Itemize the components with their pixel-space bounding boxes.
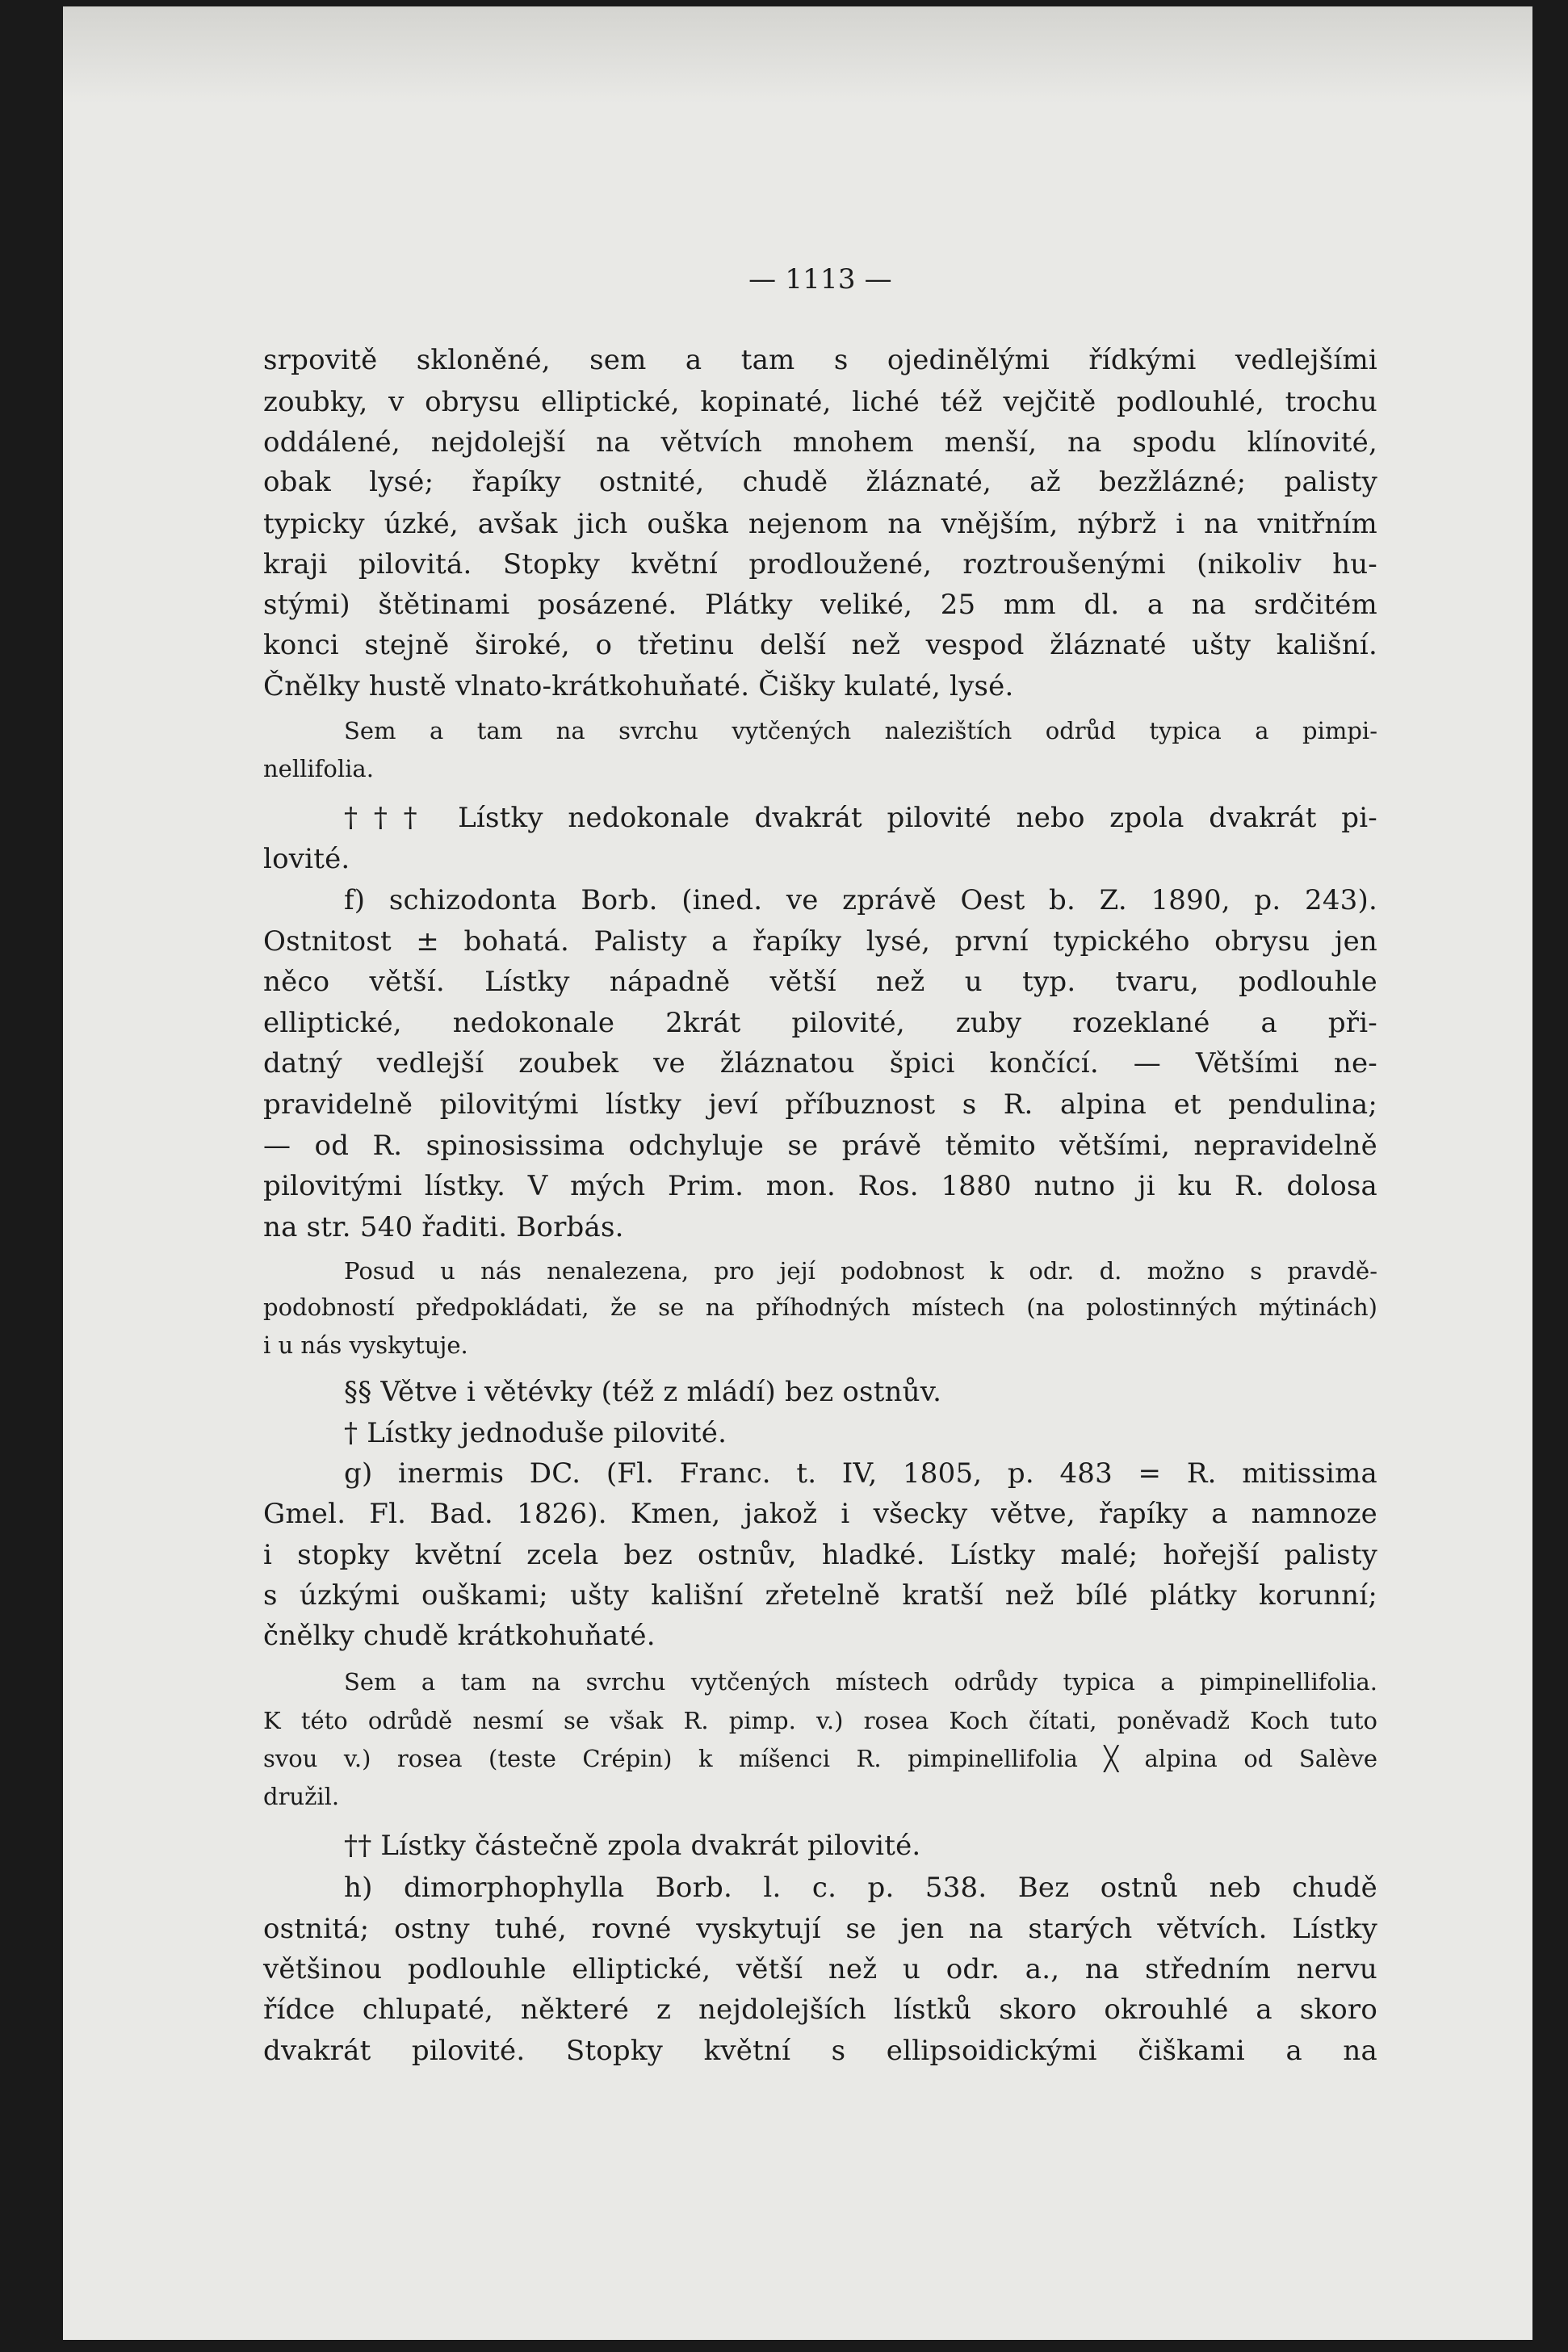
text-line: stými) štětinami posázené. Plátky veliké, 25 mm dl. a na srdčitém [263, 589, 1377, 621]
text-line: i stopky květní zcela bez ostnův, hladké. Lístky malé; hořejší palisty [263, 1539, 1377, 1571]
text-line: lovité. [263, 843, 350, 875]
text-line: h) dimorphophylla Borb. l. c. p. 538. Bez ostnů neb chudě [344, 1872, 1377, 1904]
text-line: družil. [263, 1783, 340, 1810]
text-line: s úzkými ouškami; ušty kališní zřetelně kratší než bílé plátky korunní; [263, 1579, 1377, 1612]
text-line: nellifolia. [263, 755, 374, 782]
text-line: kraji pilovitá. Stopky květní prodloužené, roztroušenými (nikoliv hu- [263, 548, 1377, 581]
text-line: typicky úzké, avšak jich ouška nejenom na vnějším, nýbrž i na vnitřním [263, 508, 1377, 540]
text-line: i u nás vyskytuje. [263, 1331, 468, 1359]
text-line: svou v.) rosea (teste Crépin) k míšenci R. pimpinellifolia ╳ alpina od Salève [263, 1745, 1377, 1772]
text-line: dvakrát pilovité. Stopky květní s ellipsoidickými čiškami a na [263, 2035, 1377, 2067]
text-line: † Lístky jednoduše pilovité. [344, 1417, 727, 1449]
text-line: §§ Větve i větévky (též z mládí) bez ostnův. [344, 1376, 942, 1408]
text-line: K této odrůdě nesmí se však R. pimp. v.) rosea Koch čítati, poněvadž Koch tuto [263, 1707, 1377, 1734]
text-line: Gmel. Fl. Bad. 1826). Kmen, jakož i všecky větve, řapíky a namnoze [263, 1498, 1377, 1530]
text-line: pravidelně pilovitými lístky jeví příbuznost s R. alpina et pendulina; [263, 1088, 1377, 1121]
text-line: Posud u nás nenalezena, pro její podobnost k odr. d. možno s pravdě- [344, 1257, 1377, 1285]
page-number: — 1113 — [748, 263, 892, 296]
text-line: oddálené, nejdolejší na větvích mnohem menší, na spodu klínovité, [263, 426, 1377, 459]
text-line: ††† Lístky nedokonale dvakrát pilovité nebo zpola dvakrát pi- [344, 802, 1377, 834]
text-line: zoubky, v obrysu elliptické, kopinaté, liché též vejčitě podlouhlé, trochu [263, 386, 1377, 418]
text-line: †† Lístky částečně zpola dvakrát pilovité. [344, 1830, 921, 1862]
text-line: na str. 540 řaditi. Borbás. [263, 1211, 624, 1243]
text-line: g) inermis DC. (Fl. Franc. t. IV, 1805, p. 483 = R. mitissima [344, 1457, 1377, 1490]
text-line: Sem a tam na svrchu vytčených místech odrůdy typica a pimpinellifolia. [344, 1668, 1377, 1696]
text-line: Čnělky hustě vlnato-krátkohuňaté. Čišky kulaté, lysé. [263, 670, 1014, 702]
book-page [63, 6, 1532, 2340]
text-line: datný vedlejší zoubek ve žláznatou špici končící. — Většími ne- [263, 1047, 1377, 1080]
text-line: většinou podlouhle elliptické, větší než u odr. a., na středním nervu [263, 1953, 1377, 1985]
text-line: podobností předpokládati, že se na příhodných místech (na polostinných mýtinách) [263, 1293, 1377, 1321]
text-line: obak lysé; řapíky ostnité, chudě žláznaté, až bezžlázné; palisty [263, 466, 1377, 498]
text-line: elliptické, nedokonale 2krát pilovité, zuby rozeklané a při- [263, 1007, 1377, 1039]
text-line: Ostnitost ± bohatá. Palisty a řapíky lysé, první typického obrysu jen [263, 925, 1377, 958]
text-line: něco větší. Lístky nápadně větší než u typ. tvaru, podlouhle [263, 966, 1377, 998]
text-line: čnělky chudě krátkohuňaté. [263, 1620, 656, 1652]
text-line: ostnitá; ostny tuhé, rovné vyskytují se jen na starých větvích. Lístky [263, 1913, 1377, 1945]
text-line: konci stejně široké, o třetinu delší než vespod žláznaté ušty kališní. [263, 629, 1377, 661]
text-line: f) schizodonta Borb. (ined. ve zprávě Oest b. Z. 1890, p. 243). [344, 884, 1377, 916]
text-line: — od R. spinosissima odchyluje se právě těmito většími, nepravidelně [263, 1130, 1377, 1162]
text-line: Sem a tam na svrchu vytčených nalezištích odrůd typica a pimpi- [344, 717, 1377, 744]
text-line: řídce chlupaté, některé z nejdolejších lístků skoro okrouhlé a skoro [263, 1994, 1377, 2026]
text-line: srpovitě skloněné, sem a tam s ojedinělými řídkými vedlejšími [263, 344, 1377, 376]
text-line: pilovitými lístky. V mých Prim. mon. Ros. 1880 nutno ji ku R. dolosa [263, 1170, 1377, 1202]
